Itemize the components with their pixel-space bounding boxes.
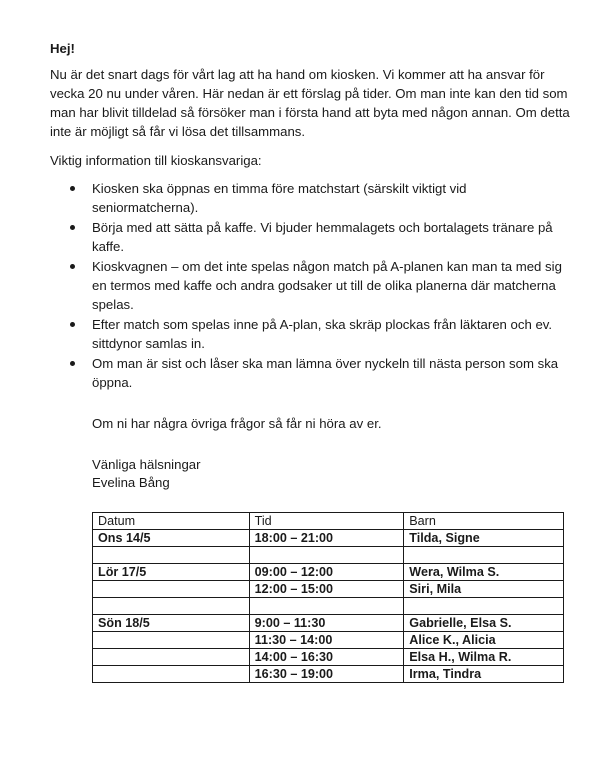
bullet-item <box>50 179 570 217</box>
bullet-item <box>50 354 570 392</box>
header-barn: Barn <box>404 513 564 530</box>
children-cell: Alice K., Alicia <box>404 632 564 649</box>
info-heading: Viktig information till kioskansvariga: <box>50 153 262 168</box>
header-datum: Datum <box>93 513 250 530</box>
time-cell: 14:00 – 16:30 <box>249 649 404 666</box>
children-cell: Wera, Wilma S. <box>404 564 564 581</box>
bullet-text: Börja med att sätta på kaffe. Vi bjuder hemmalagets och bortalagets tränare på kaffe. <box>92 220 553 254</box>
closing-text: Vänliga hälsningar <box>92 457 201 472</box>
time-cell: 12:00 – 15:00 <box>249 581 404 598</box>
questions-text: Om ni har några övriga frågor så får ni höra av er. <box>92 416 382 431</box>
table-row <box>93 632 564 649</box>
table-header-row <box>93 513 564 530</box>
info-bullet-list <box>50 179 570 393</box>
bullet-item <box>50 218 570 256</box>
date-cell <box>93 649 250 666</box>
children-cell: Gabrielle, Elsa S. <box>404 615 564 632</box>
header-tid: Tid <box>249 513 404 530</box>
date-cell <box>93 666 250 683</box>
time-cell: 18:00 – 21:00 <box>249 530 404 547</box>
date-cell <box>93 632 250 649</box>
date-cell <box>93 547 250 564</box>
table-row <box>93 649 564 666</box>
time-cell: 09:00 – 12:00 <box>249 564 404 581</box>
table-row <box>93 530 564 547</box>
intro-paragraph: Nu är det snart dags för vårt lag att ha hand om kiosken. Vi kommer att ha ansvar för vecka 20 nu under våren. Här nedan är ett förslag på tider. Om man inte kan den tid som man har blivit tilldelad så försöker man i första hand att byta med någon annan. Om detta inte är möjligt så får vi lösa det tillsammans. <box>50 67 570 139</box>
bullet-icon <box>70 322 75 327</box>
time-cell: 11:30 – 14:00 <box>249 632 404 649</box>
schedule-table <box>92 512 564 683</box>
bullet-item <box>50 315 570 353</box>
table-row <box>93 564 564 581</box>
date-cell <box>93 581 250 598</box>
time-cell <box>249 598 404 615</box>
bullet-text: Efter match som spelas inne på A-plan, ska skräp plockas från läktaren och ev. sittdynor samlas in. <box>92 317 553 351</box>
table-row <box>93 581 564 598</box>
bullet-text: Kiosken ska öppnas en timma före matchstart (särskilt viktigt vid seniormatcherna). <box>92 181 467 215</box>
bullet-text: Om man är sist och låser ska man lämna över nyckeln till nästa person som ska öppna. <box>92 356 559 390</box>
bullet-item <box>50 257 570 314</box>
bullet-icon <box>70 186 75 191</box>
greeting: Hej! <box>50 41 75 56</box>
bullet-icon <box>70 225 75 230</box>
children-cell: Irma, Tindra <box>404 666 564 683</box>
children-cell: Siri, Mila <box>404 581 564 598</box>
time-cell: 16:30 – 19:00 <box>249 666 404 683</box>
children-cell: Tilda, Signe <box>404 530 564 547</box>
bullet-icon <box>70 264 75 269</box>
signature-name: Evelina Bång <box>92 475 170 490</box>
bullet-icon <box>70 361 75 366</box>
time-cell <box>249 547 404 564</box>
bullet-text: Kioskvagnen – om det inte spelas någon match på A-planen kan man ta med sig en termos med kaffe och andra godsaker ut till de olika planerna där matcherna spelas. <box>92 259 562 312</box>
children-cell: Elsa H., Wilma R. <box>404 649 564 666</box>
table-row <box>93 666 564 683</box>
date-cell <box>93 598 250 615</box>
time-cell: 9:00 – 11:30 <box>249 615 404 632</box>
date-cell: Sön 18/5 <box>93 615 250 632</box>
table-row <box>93 615 564 632</box>
children-cell <box>404 598 564 615</box>
table-row <box>93 547 564 564</box>
table-row <box>93 598 564 615</box>
date-cell: Ons 14/5 <box>93 530 250 547</box>
children-cell <box>404 547 564 564</box>
date-cell: Lör 17/5 <box>93 564 250 581</box>
